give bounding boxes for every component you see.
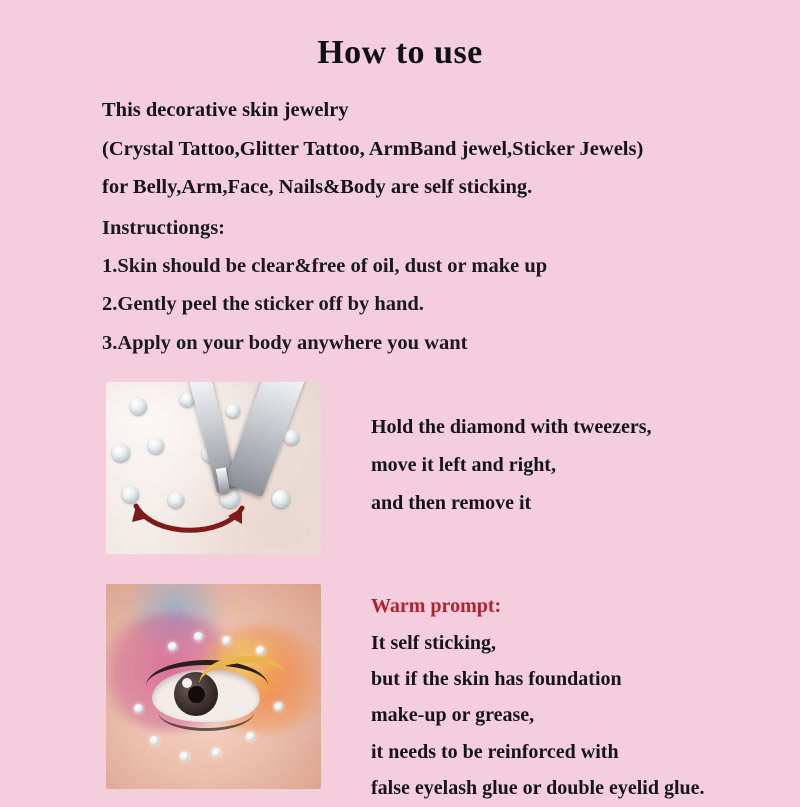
instruction-step-1: 1.Skin should be clear&free of oil, dust or make up xyxy=(102,254,548,277)
intro-line-1: This decorative skin jewelry xyxy=(102,99,349,121)
rhinestone xyxy=(226,404,240,418)
rhinestone xyxy=(134,704,143,713)
tweezers-panel xyxy=(106,382,760,554)
tweezers-photo xyxy=(106,382,321,554)
warning-line-5: false eyelash glue or double eyelid glue. xyxy=(371,777,705,800)
rhinestone xyxy=(256,646,265,655)
tweezers-text-block xyxy=(371,382,652,522)
rhinestone xyxy=(194,632,203,641)
warning-text-block xyxy=(371,584,705,807)
rhinestone xyxy=(168,642,177,651)
warning-line-3: make-up or grease, xyxy=(371,704,535,727)
rhinestone xyxy=(222,636,231,645)
intro-line-3: for Belly,Arm,Face, Nails&Body are self sticking. xyxy=(102,176,533,199)
instructions-heading: Instructiongs: xyxy=(102,216,226,239)
left-right-arrow-icon xyxy=(124,492,254,544)
intro-line-2: (Crystal Tattoo,Glitter Tattoo, ArmBand jewel,Sticker Jewels) xyxy=(102,137,644,160)
rhinestone xyxy=(274,702,283,711)
warning-heading: Warm prompt: xyxy=(371,594,502,617)
page-title: How to use xyxy=(317,34,483,71)
rhinestone xyxy=(112,444,130,462)
warning-line-2: but if the skin has foundation xyxy=(371,668,622,691)
instructions-block xyxy=(102,217,760,356)
tweezers-line-2: move it left and right, xyxy=(371,453,556,476)
warning-panel xyxy=(106,584,760,807)
rhinestone xyxy=(180,752,189,761)
instruction-step-2: 2.Gently peel the sticker off by hand. xyxy=(102,293,424,316)
tweezers-line-3: and then remove it xyxy=(371,491,532,514)
warning-line-4: it needs to be reinforced with xyxy=(371,740,619,763)
instruction-step-3: 3.Apply on your body anywhere you want xyxy=(102,332,468,355)
eye-makeup-photo xyxy=(106,584,321,789)
rhinestone xyxy=(150,736,159,745)
intro-block xyxy=(102,98,760,201)
rhinestone xyxy=(130,398,147,415)
rhinestone xyxy=(212,748,221,757)
rhinestone xyxy=(246,732,255,741)
rhinestone xyxy=(284,430,299,445)
tweezers-line-1: Hold the diamond with tweezers, xyxy=(371,415,652,438)
warning-line-1: It self sticking, xyxy=(371,631,496,654)
rhinestone xyxy=(272,490,290,508)
rhinestone xyxy=(148,438,164,454)
